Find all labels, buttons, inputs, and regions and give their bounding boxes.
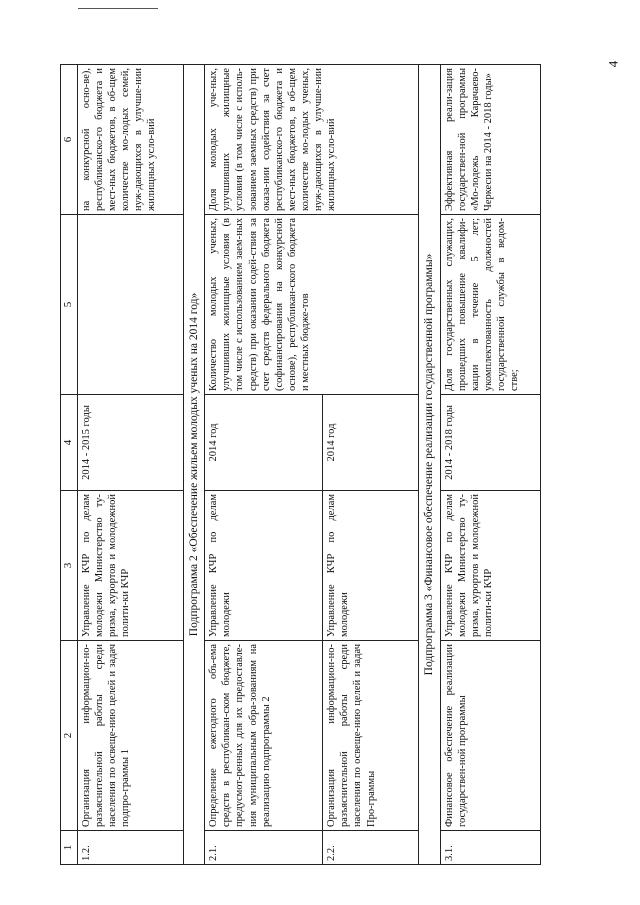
result: на конкурсной осно-ве), республиканско-го бюджета и мест-ных бюджетов, в об-щем количестве мо-лодых семей, нуж-дающихся в улучше-нии жилищных усло-вий (77, 65, 183, 215)
row-number: 2.2. (323, 831, 419, 865)
section-title: Подпрограмма 2 «Обеспечение жильем молодых ученых на 2014 год» (183, 65, 204, 865)
header-cell: 5 (61, 215, 78, 395)
result: Эффективная реали-зация государствен-ной программы «Мо-лодежь Карачаево-Черкесии на 2014 - 2018 годы» (440, 65, 540, 215)
indicator: Доля государственных служащих, прошедших повышение квалифи-кации в течение 5 лет; укомплектованность должностей государственной службы в ведом-стве; (440, 215, 540, 395)
period: 2014 год (323, 395, 419, 491)
row-number: 2.1. (205, 831, 323, 865)
result: Доля молодых уче-ных, улучшивших жилищные условия (в том числе с исполь-зованием заемных средств) при оказа-нии содействия за счет республиканско-го бюджета и мест-ных бюджетов, в об-щем количестве мо-лодых ученых, нуж-дающихся в улучше-нии жилищных усло-вий (205, 65, 419, 215)
header-cell: 1 (61, 831, 78, 865)
activity-name: Определение ежегодного объ-ема средств в республикан-ском бюджете, предусмот-ренных для их предоставле-ния муниципальным обра-зованиям на реализацию подпрограммы 2 (205, 641, 323, 831)
rotated-page (60, 65, 580, 865)
activity-name: Финансовое обеспечение реализации государствен-ной программы (440, 641, 540, 831)
header-cell: 6 (61, 65, 78, 215)
executor: Управление КЧР по делам молодежи Министерство ту-ризма, курортов и молодежной полити-ки КЧР (77, 491, 183, 641)
table-row (77, 65, 183, 865)
activity-name: Организация информацион-но-разъяснительной работы среди населения по освеще-нию целей и задач Про-граммы (323, 641, 419, 831)
activity-name: Организация информацион-но-разъяснительной работы среди населения по освеще-нию целей и задач подпро-граммы 1 (77, 641, 183, 831)
period: 2014 год (205, 395, 323, 491)
program-table (60, 64, 541, 865)
row-number: 1.2. (77, 831, 183, 865)
table-row (205, 65, 323, 865)
header-cell: 2 (61, 641, 78, 831)
section-row (419, 65, 440, 865)
header-row (61, 65, 78, 865)
indicator (77, 215, 183, 395)
header-cell: 4 (61, 395, 78, 491)
table-row (440, 65, 540, 865)
corner-line (78, 8, 158, 9)
page-number: 4 (605, 60, 621, 68)
executor: Управление КЧР по делам молодежи (323, 491, 419, 641)
header-cell: 3 (61, 491, 78, 641)
executor: Управление КЧР по делам молодежи (205, 491, 323, 641)
executor: Управление КЧР по делам молодежи Министерство ту-ризма, курортов и молодежной полити-ки КЧР (440, 491, 540, 641)
period: 2014 - 2015 годы (77, 395, 183, 491)
indicator: Количество молодых ученых, улучшивших жилищные условия (в том числе с использованием заем-ных средств) при оказании содей-ствия за счет средств федерального бюджета (софинансирования на конкурсной основе), республикан-ского бюджета и местных бюдже-тов (205, 215, 419, 395)
section-row (183, 65, 204, 865)
period: 2014 - 2018 годы (440, 395, 540, 491)
row-number: 3.1. (440, 831, 540, 865)
section-title: Подпрограмма 3 «Финансовое обеспечение реализации государственной программы» (419, 65, 440, 865)
